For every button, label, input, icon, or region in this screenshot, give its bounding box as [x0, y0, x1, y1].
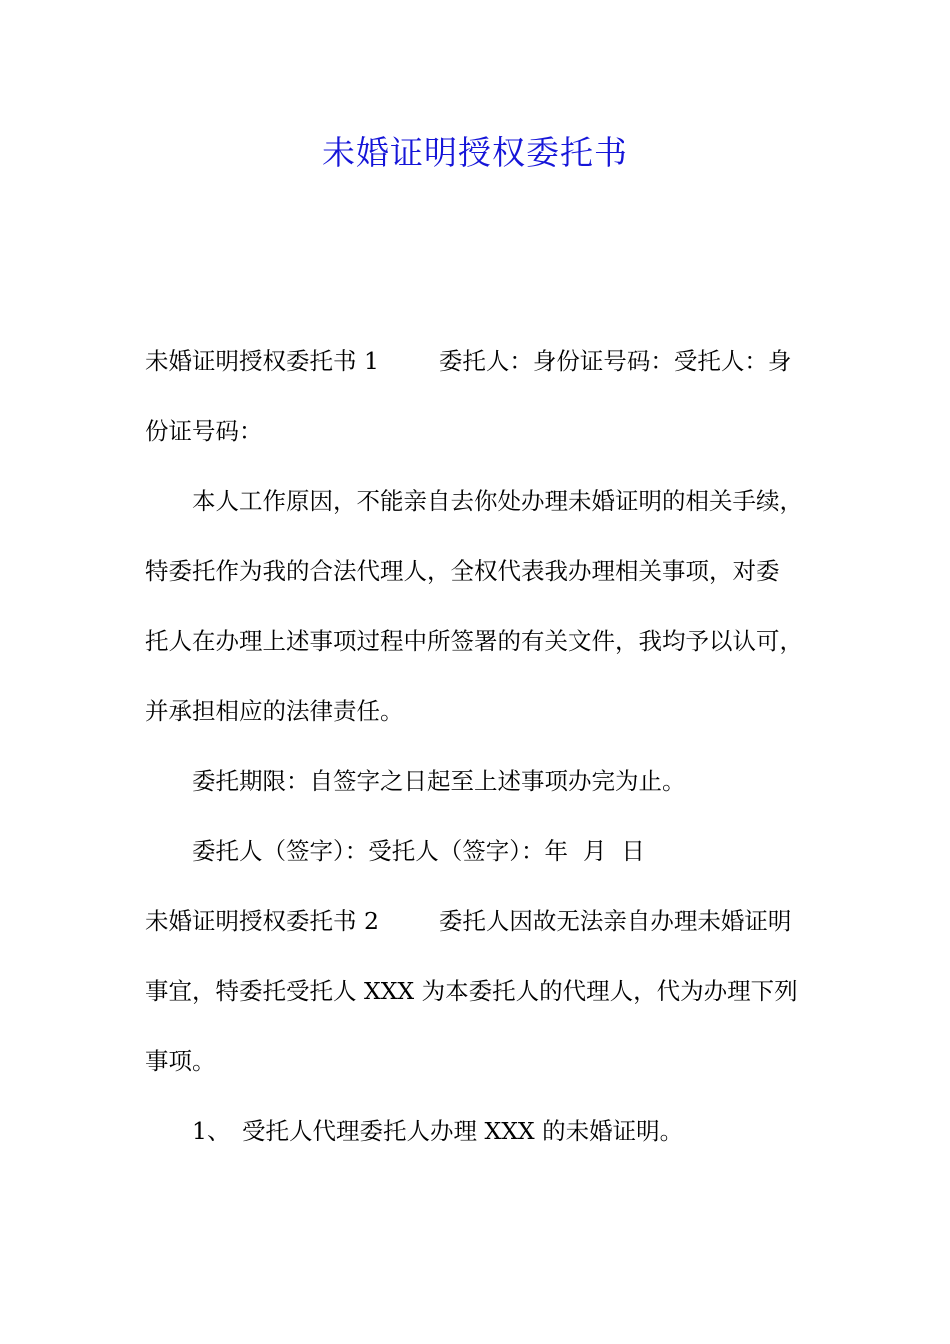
- section1-intro-first: 委托人：身份证号码：受托人：身: [438, 347, 792, 375]
- document-body: [145, 326, 815, 1166]
- section1-para1-line: 本人工作原因，不能亲自去你处办理未婚证明的相关手续，: [192, 487, 803, 515]
- section1-term: 委托期限：自签字之日起至上述事项办完为止。: [192, 767, 686, 795]
- section2-item-1: [145, 1096, 815, 1166]
- section2-intro-line: [145, 886, 815, 956]
- section1-intro-second: 份证号码：: [145, 417, 263, 445]
- section1-intro-line: [145, 326, 815, 396]
- item-number: 1、: [192, 1117, 231, 1145]
- section1-heading: 未婚证明授权委托书 1: [145, 347, 379, 375]
- item-text: 受托人代理委托人办理 XXX 的未婚证明。: [242, 1117, 684, 1145]
- section1-signature: 委托人（签字）：受托人（签字）：年 月 日: [192, 837, 645, 865]
- section2-intro-line: 事宜，特委托受托人 XXX 为本委托人的代理人，代为办理下列: [145, 977, 798, 1005]
- section1-para1-line: 托人在办理上述事项过程中所签署的有关文件，我均予以认可，: [145, 627, 803, 655]
- section2-heading: 未婚证明授权委托书 2: [145, 907, 379, 935]
- document-title: 未婚证明授权委托书: [322, 133, 628, 172]
- section1-para1-line: 特委托作为我的合法代理人，全权代表我办理相关事项，对委: [145, 557, 780, 585]
- section1-para1-line: 并承担相应的法律责任。: [145, 697, 404, 725]
- section2-intro-first: 委托人因故无法亲自办理未婚证明: [438, 907, 792, 935]
- section2-intro-line: 事项。: [145, 1047, 216, 1075]
